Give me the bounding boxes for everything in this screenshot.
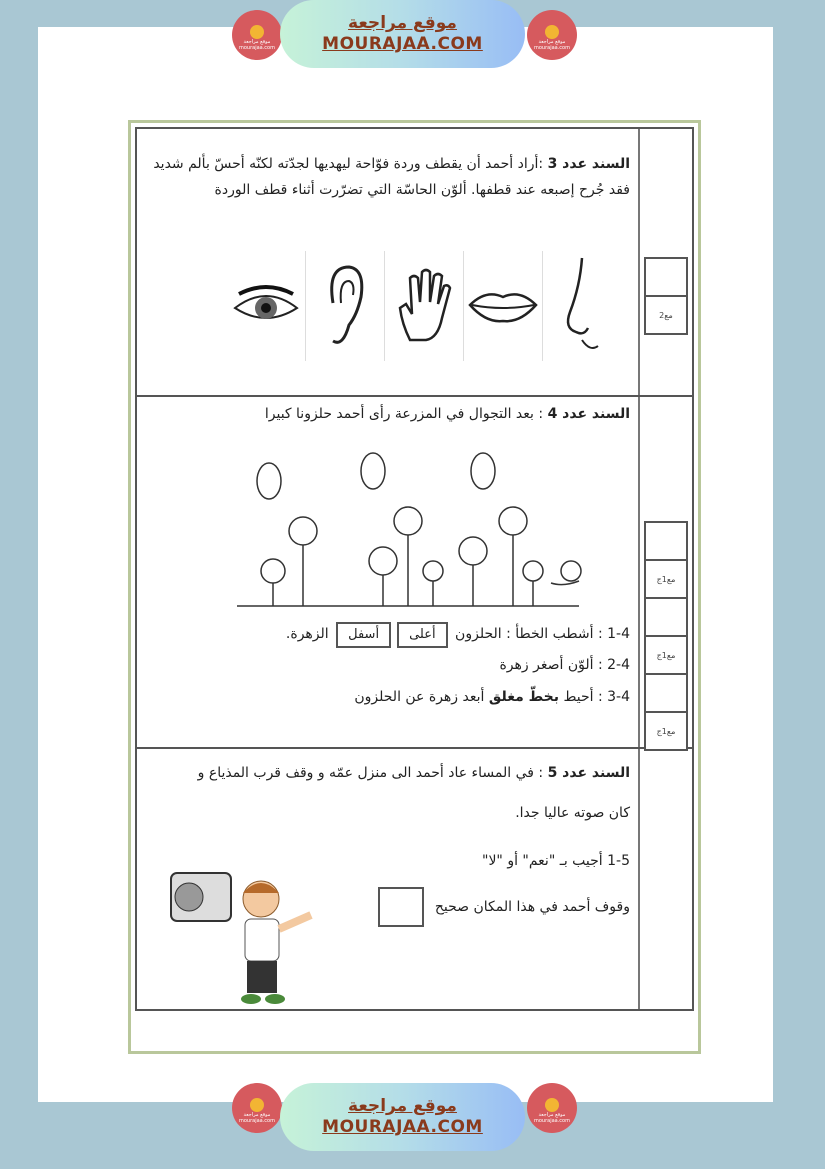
grade-cell[interactable]	[646, 599, 686, 637]
section-3	[137, 129, 692, 397]
book-logo-icon	[250, 25, 264, 39]
question-4-2: 2-4 : ألوّن أصغر زهرة	[499, 657, 630, 673]
badge-text: موقع مراجعة	[538, 1112, 566, 1118]
boy-radio-illustration	[165, 859, 325, 1009]
section-5-title: السند عدد 5	[547, 765, 630, 781]
q4-3-bold: بخطّ مغلق	[488, 689, 559, 705]
hand-icon[interactable]	[384, 251, 463, 361]
section-4-text: : بعد التجوال في المزرعة رأى أحمد حلزونا كبيرا	[264, 406, 544, 422]
site-badge-left-footer	[232, 1083, 282, 1133]
badge-text: mourajaa.com	[533, 1118, 570, 1124]
banner-arabic: موقع مراجعة	[348, 13, 457, 33]
book-logo-icon	[250, 1098, 264, 1112]
grade-box	[644, 521, 688, 751]
badge-text: mourajaa.com	[533, 45, 570, 51]
grade-box	[644, 257, 688, 335]
site-badge-right	[527, 10, 577, 60]
section-4	[137, 397, 692, 749]
badge-text: موقع مراجعة	[243, 1112, 271, 1118]
option-below[interactable]: أسفل	[336, 622, 391, 648]
flowers-snail-illustration	[233, 441, 583, 611]
senses-images	[227, 251, 621, 361]
statement-text: وقوف أحمد في هذا المكان صحيح	[434, 899, 630, 915]
badge-text: موقع مراجعة	[538, 39, 566, 45]
footer-banner[interactable]	[280, 1083, 525, 1151]
eye-icon[interactable]	[227, 251, 305, 361]
section-5-intro	[145, 753, 630, 793]
q4-3-prefix: 3-4 : أحيط	[563, 689, 630, 705]
grade-label: مع1ج	[646, 561, 686, 599]
banner-arabic: موقع مراجعة	[348, 1096, 457, 1116]
badge-text: mourajaa.com	[238, 1118, 275, 1124]
ear-icon[interactable]	[305, 251, 384, 361]
grade-cell[interactable]	[646, 523, 686, 561]
site-badge-right-footer	[527, 1083, 577, 1133]
question-4-3	[129, 684, 630, 710]
grading-column	[638, 749, 692, 1009]
question-5-1: 1-5 أجيب بـ "نعم" أو "لا"	[482, 853, 630, 869]
grading-column	[638, 397, 692, 747]
grade-cell[interactable]	[646, 675, 686, 713]
badge-text: موقع مراجعة	[243, 39, 271, 45]
section-5-text: : في المساء عاد أحمد الى منزل عمّه و وقف قرب المذياع و	[197, 765, 544, 781]
book-logo-icon	[545, 1098, 559, 1112]
option-above[interactable]: أعلى	[397, 622, 448, 648]
book-logo-icon	[545, 25, 559, 39]
q4-1-suffix: الزهرة.	[285, 626, 329, 642]
q4-3-suffix: أبعد زهرة عن الحلزون	[354, 689, 485, 705]
worksheet	[128, 120, 701, 1054]
q4-1-text: 1-4 : أشطب الخطأ : الحلزون	[455, 626, 630, 642]
section-3-title: السند عدد 3	[547, 156, 630, 172]
lips-icon[interactable]	[463, 251, 542, 361]
banner-latin: MOURAJAA.COM	[322, 1117, 483, 1137]
header-banner[interactable]	[280, 0, 525, 68]
section-4-title: السند عدد 4	[547, 406, 630, 422]
grade-cell[interactable]	[646, 259, 686, 297]
grade-label: مع1ج	[646, 637, 686, 675]
answer-box[interactable]	[378, 887, 424, 927]
section-5	[137, 749, 692, 1009]
site-badge-left	[232, 10, 282, 60]
section-3-text: :أراد أحمد أن يقطف وردة فوّاحة ليهديها لجدّته لكنّه أحسّ بألم شديد فقد جُرح إصبعه عند قطفها. ألوّن الحاسّة التي تضرّرت أثناء قطف الوردة	[153, 156, 630, 198]
grading-column	[638, 129, 692, 395]
badge-text: mourajaa.com	[238, 45, 275, 51]
banner-latin: MOURAJAA.COM	[322, 34, 483, 54]
question-4-1	[129, 621, 630, 648]
grade-label: مع2	[659, 310, 673, 320]
nose-icon[interactable]	[542, 251, 621, 361]
exercise-table	[135, 127, 694, 1011]
section-5-text-2: كان صوته عاليا جدا.	[515, 805, 630, 821]
grade-label: مع1ج	[656, 726, 676, 736]
